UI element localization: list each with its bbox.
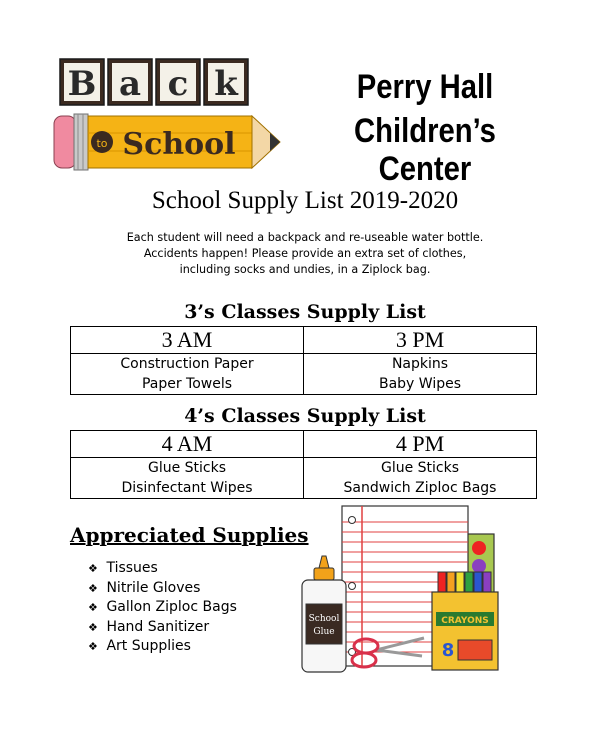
table-cell-3pm xyxy=(304,354,537,395)
diamond-bullet-icon: ❖ xyxy=(88,640,98,654)
diamond-bullet-icon: ❖ xyxy=(88,581,98,595)
logo-letter-tiles xyxy=(60,59,248,105)
list-item-label: Nitrile Gloves xyxy=(106,579,201,596)
center-name-line1: Perry Hall xyxy=(356,68,494,106)
diamond-bullet-icon: ❖ xyxy=(88,620,98,634)
supply-item: Napkins xyxy=(391,356,449,372)
logo-letter-b: B xyxy=(67,64,97,104)
glue-label-line2: Glue xyxy=(313,627,335,637)
supply-item: Paper Towels xyxy=(141,376,233,392)
list-item-label: Hand Sanitizer xyxy=(106,618,210,635)
logo-school-text: School xyxy=(122,127,236,162)
glue-bottle-icon xyxy=(302,556,346,672)
supply-item: Glue Sticks xyxy=(147,460,227,476)
section-title-4s: 4’s Classes Supply List xyxy=(184,405,426,427)
diamond-bullet-icon: ❖ xyxy=(88,601,98,615)
center-name-line2: Children’s Center xyxy=(354,112,496,188)
table-header-3am: 3 AM xyxy=(71,327,304,354)
logo-letter-a: a xyxy=(118,64,142,104)
list-item-label: Tissues xyxy=(106,560,158,576)
list-item xyxy=(88,598,237,618)
crayons-count: 8 xyxy=(441,640,455,661)
supply-item: Construction Paper xyxy=(120,356,254,372)
table-header-3pm: 3 PM xyxy=(304,327,537,354)
logo-letter-c: c xyxy=(167,64,189,104)
supply-item: Glue Sticks xyxy=(380,460,460,476)
section-title-3s: 3’s Classes Supply List xyxy=(184,301,426,323)
list-item xyxy=(88,559,237,579)
supply-table-4s xyxy=(70,430,537,499)
list-item-label: Gallon Ziploc Bags xyxy=(106,599,237,616)
note-line-1: Each student will need a backpack and re-useable water bottle. xyxy=(126,231,484,244)
logo-to-text: to xyxy=(96,137,108,150)
appreciated-supplies-title: Appreciated Supplies xyxy=(70,523,309,547)
note-line-2: Accidents happen! Please provide an extra set of clothes, xyxy=(143,247,467,260)
school-supplies-clipart xyxy=(296,500,504,678)
table-cell-4pm xyxy=(304,458,537,499)
crayons-label: CRAYONS xyxy=(441,616,489,626)
back-to-school-logo xyxy=(52,56,282,174)
supply-item: Disinfectant Wipes xyxy=(121,480,253,496)
logo-letter-k: k xyxy=(214,64,238,104)
table-cell-3am xyxy=(71,354,304,395)
page-subtitle: School Supply List 2019-2020 xyxy=(151,187,459,214)
list-item xyxy=(88,618,237,638)
note-line-3: including socks and undies, in a Ziplock bag. xyxy=(179,263,431,276)
table-header-4pm: 4 PM xyxy=(304,431,537,458)
crayon-box-icon xyxy=(432,572,498,670)
supply-item: Sandwich Ziploc Bags xyxy=(343,480,497,496)
table-header-4am: 4 AM xyxy=(71,431,304,458)
table-cell-4am xyxy=(71,458,304,499)
appreciated-supplies-list xyxy=(88,559,237,657)
list-item xyxy=(88,579,237,599)
diamond-bullet-icon: ❖ xyxy=(88,562,98,575)
glue-label-line1: School xyxy=(308,614,340,624)
list-item xyxy=(88,637,237,657)
pencil-icon xyxy=(54,114,280,170)
list-item-label: Art Supplies xyxy=(106,638,191,655)
supply-item: Baby Wipes xyxy=(378,376,462,392)
supply-table-3s xyxy=(70,326,537,395)
